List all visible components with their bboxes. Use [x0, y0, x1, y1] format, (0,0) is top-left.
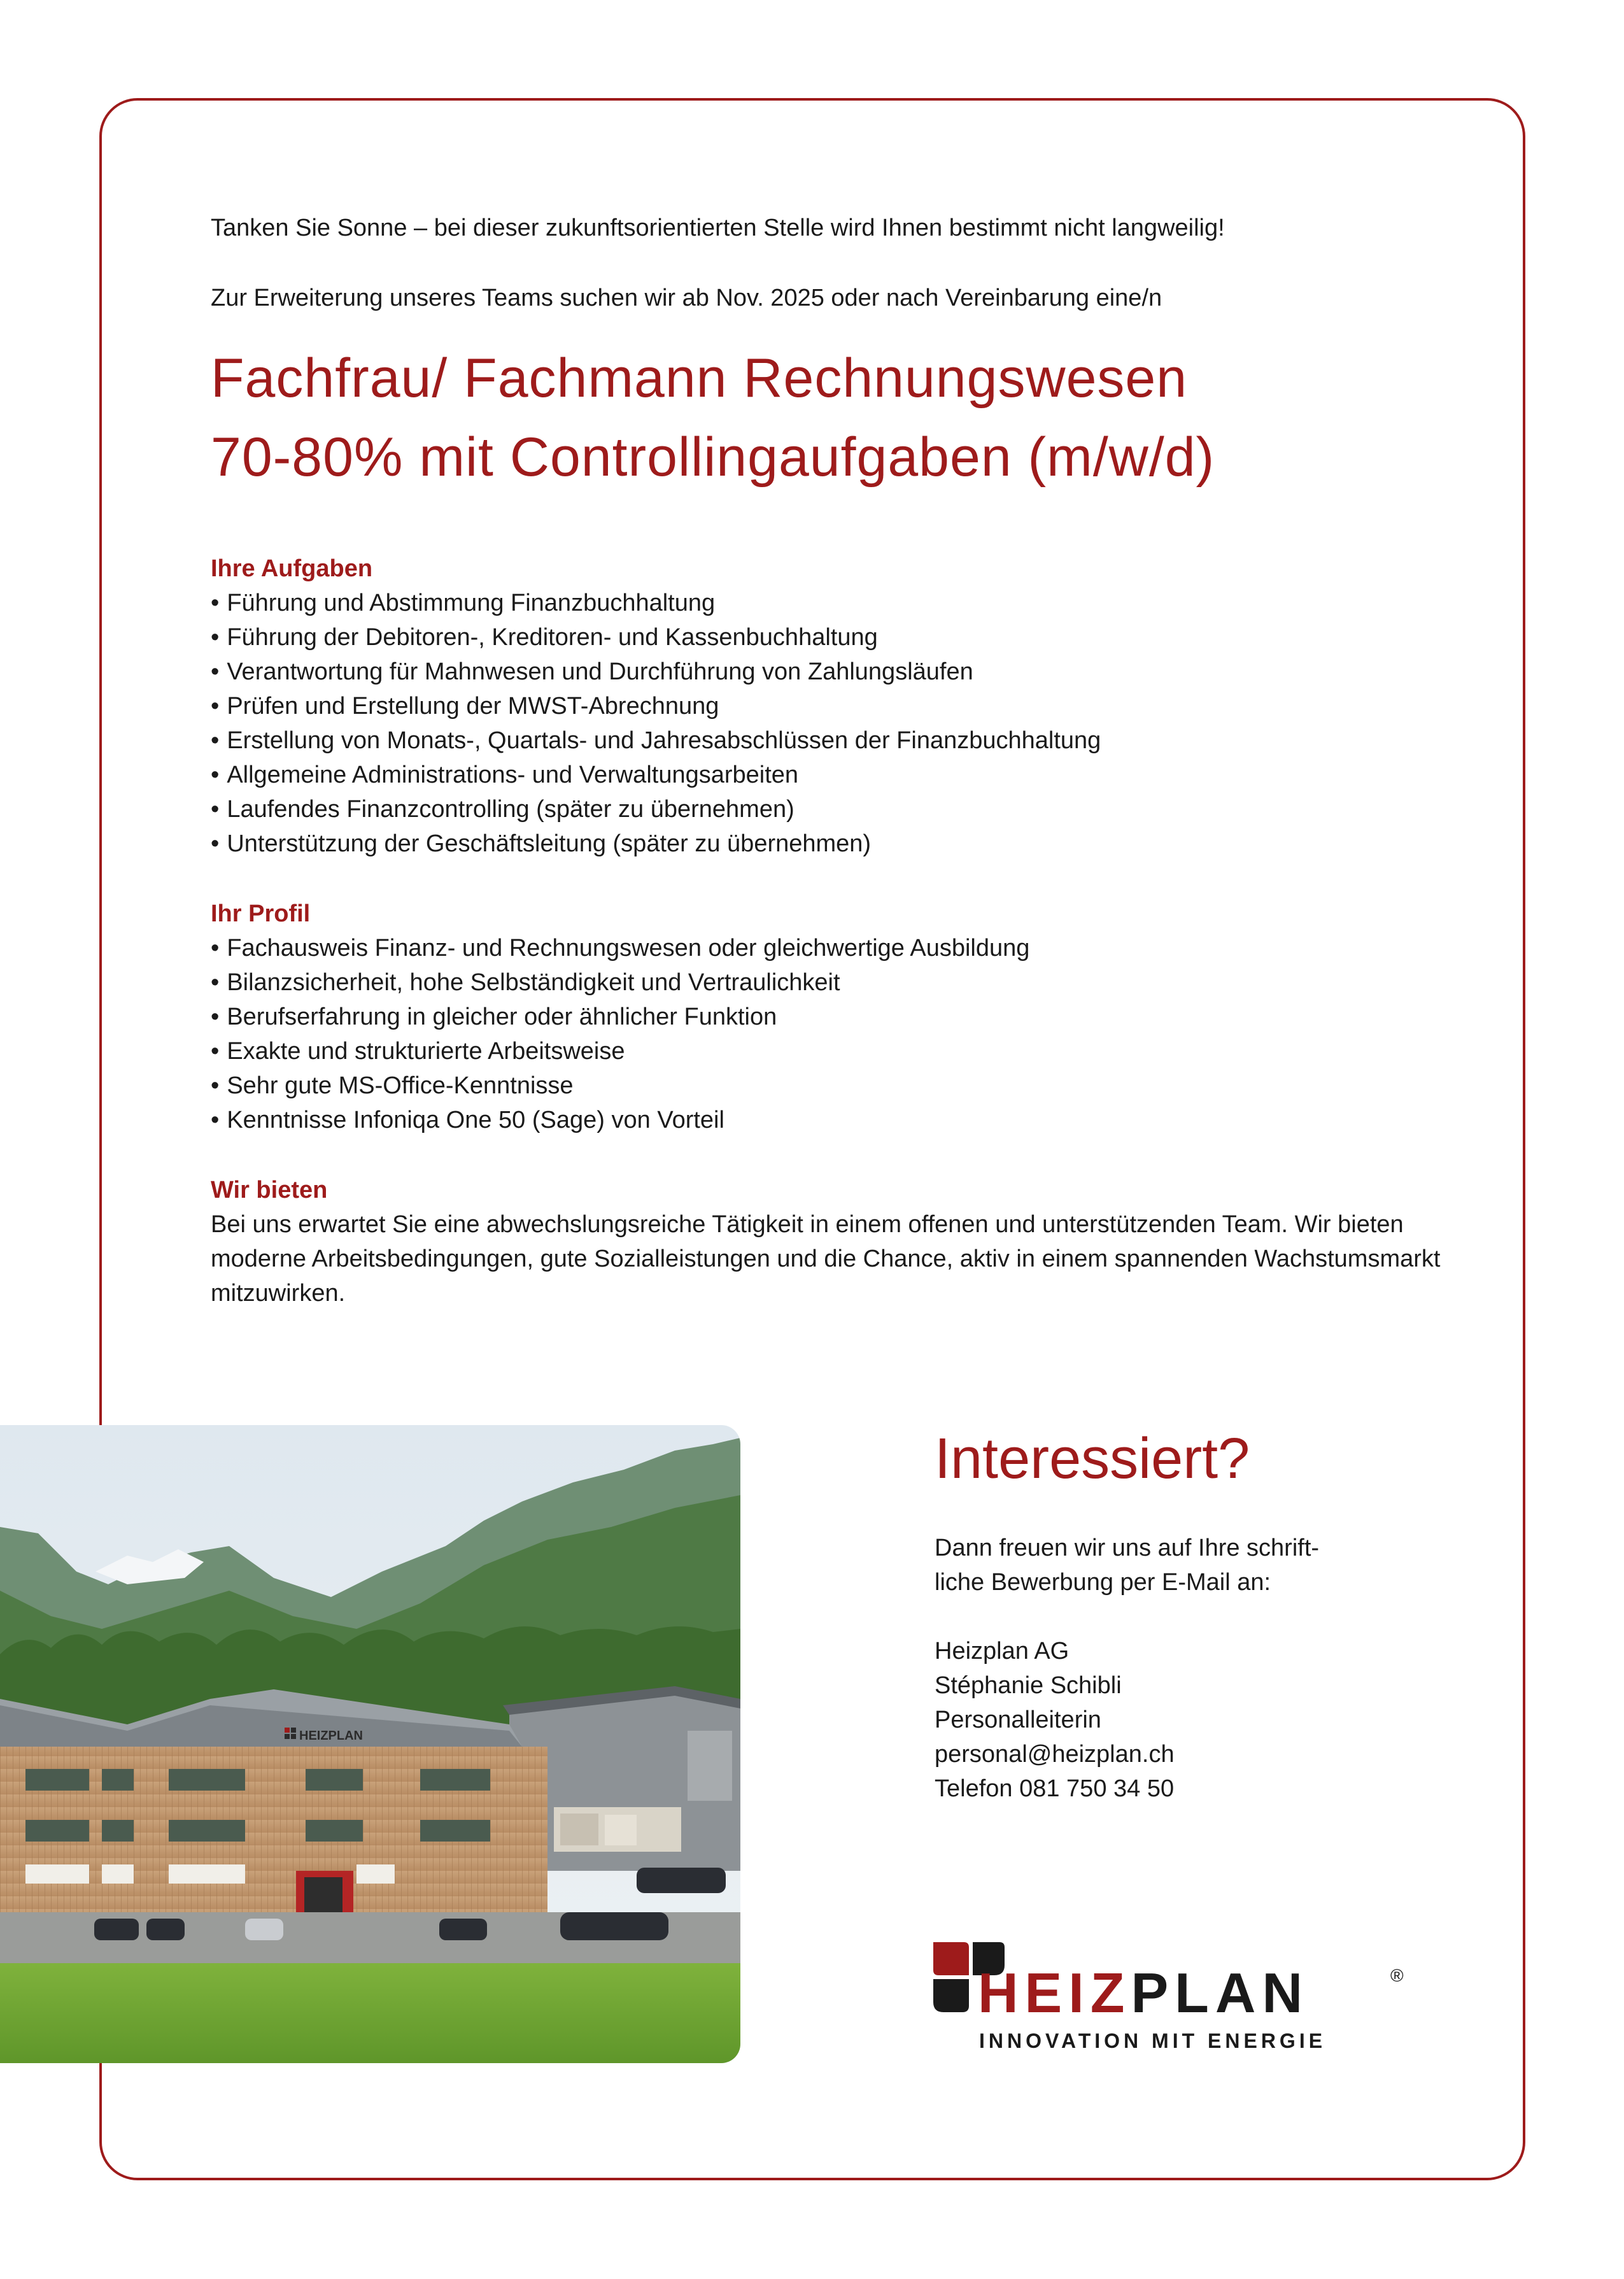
- logo-heiz: HEIZ: [978, 1961, 1131, 2024]
- list-item: • Verantwortung für Mahnwesen und Durchführung von Zahlungsläufen: [211, 655, 1452, 689]
- profil-list: [211, 931, 1452, 1137]
- list-item: • Führung der Debitoren-, Kreditoren- und Kassenbuchhaltung: [211, 620, 1452, 655]
- list-item: • Führung und Abstimmung Finanzbuchhaltung: [211, 586, 1452, 620]
- job-ad-body: [211, 210, 1452, 1310]
- contact-intro: [935, 1531, 1507, 1600]
- list-item: • Fachausweis Finanz- und Rechnungswesen oder gleichwertige Ausbildung: [211, 931, 1452, 965]
- contact-intro-line-2: liche Bewerbung per E-Mail an:: [935, 1569, 1271, 1596]
- bieten-text: Bei uns erwartet Sie eine abwechslungsreiche Tätigkeit in einem offenen und unterstützenden Team. Wir bieten moderne Arbeitsbedingungen, gute Sozialleistungen und die Chance, aktiv in einem spannenden Wachstumsmarkt mitzuwirken.: [211, 1211, 1441, 1307]
- building-sign: HEIZPLAN: [299, 1729, 363, 1743]
- logo-leaf-icon: [933, 1942, 969, 1975]
- list-item: • Prüfen und Erstellung der MWST-Abrechnung: [211, 689, 1452, 723]
- list-item: • Kenntnisse Infoniqa One 50 (Sage) von Vorteil: [211, 1103, 1452, 1137]
- contact-person: Stéphanie Schibli: [935, 1672, 1122, 1699]
- list-item: • Laufendes Finanzcontrolling (später zu übernehmen): [211, 792, 1452, 827]
- svg-text:HEIZPLAN: [978, 1961, 1309, 2024]
- list-item: • Erstellung von Monats-, Quartals- und Jahresabschlüssen der Finanzbuchhaltung: [211, 723, 1452, 758]
- heizplan-logo: [933, 1942, 1417, 2070]
- aufgaben-heading: Ihre Aufgaben: [211, 555, 373, 582]
- company-name: Heizplan AG: [935, 1638, 1070, 1665]
- list-item: • Berufserfahrung in gleicher oder ähnlicher Funktion: [211, 1000, 1452, 1034]
- contact-heading: Interessiert?: [935, 1427, 1250, 1491]
- logo-plan: PLAN: [1131, 1961, 1310, 2024]
- contact-intro-line-1: Dann freuen wir uns auf Ihre schrift-: [935, 1535, 1320, 1561]
- contact-phone: Telefon 081 750 34 50: [935, 1775, 1175, 1802]
- intro-line-2: Zur Erweiterung unseres Teams suchen wir ab Nov. 2025 oder nach Vereinbarung eine/n: [211, 285, 1162, 311]
- list-item: • Sehr gute MS-Office-Kenntnisse: [211, 1069, 1452, 1103]
- contact-address: [935, 1634, 1507, 1806]
- aufgaben-list: [211, 586, 1452, 861]
- list-item: • Exakte und strukturierte Arbeitsweise: [211, 1034, 1452, 1069]
- job-title-line-2: 70-80% mit Controllingaufgaben (m/w/d): [211, 427, 1215, 488]
- job-title: [211, 339, 1452, 497]
- bieten-heading: Wir bieten: [211, 1177, 328, 1203]
- company-building-photo: [0, 1425, 740, 2063]
- job-title-line-1: Fachfrau/ Fachmann Rechnungswesen: [211, 348, 1188, 409]
- list-item: • Allgemeine Administrations- und Verwaltungsarbeiten: [211, 758, 1452, 792]
- contact-email[interactable]: personal@heizplan.ch: [935, 1741, 1175, 1768]
- profil-heading: Ihr Profil: [211, 900, 311, 927]
- contact-role: Personalleiterin: [935, 1707, 1101, 1733]
- intro-line-1: Tanken Sie Sonne – bei dieser zukunftsorientierten Stelle wird Ihnen bestimmt nicht langweilig!: [211, 215, 1225, 241]
- logo-leaf-icon: [933, 1979, 969, 2012]
- contact-block: [935, 1424, 1507, 1806]
- logo-registered: ®: [1390, 1966, 1404, 1985]
- list-item: • Unterstützung der Geschäftsleitung (später zu übernehmen): [211, 827, 1452, 861]
- logo-tagline: INNOVATION MIT ENERGIE: [979, 2029, 1327, 2052]
- list-item: • Bilanzsicherheit, hohe Selbständigkeit und Vertraulichkeit: [211, 965, 1452, 1000]
